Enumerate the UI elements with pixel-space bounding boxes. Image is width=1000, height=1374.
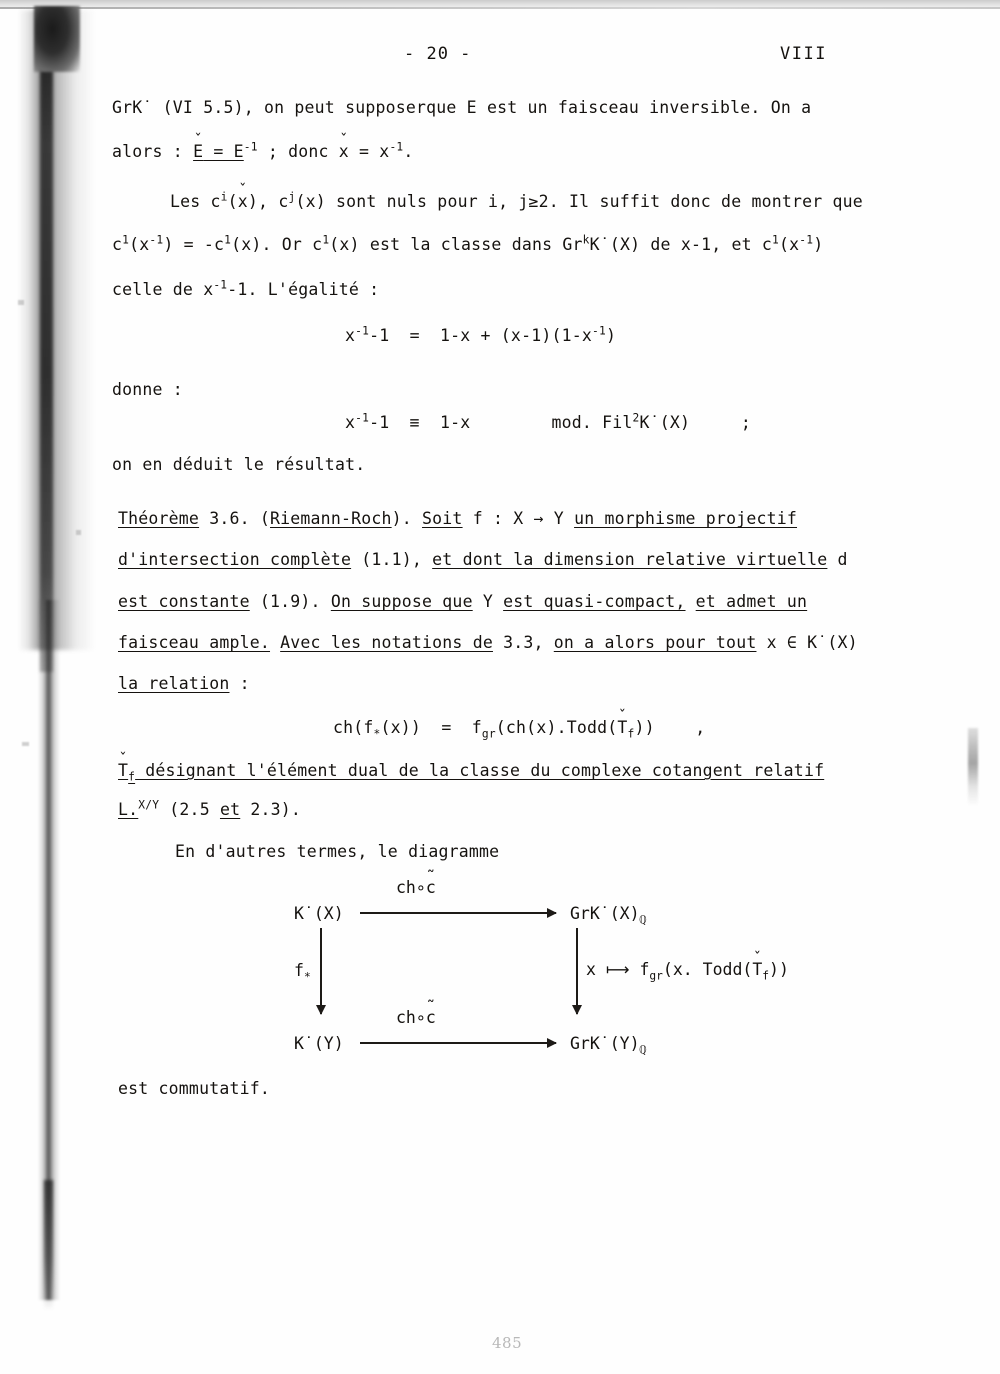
body-line-2: alors : ˇ $E = E^{-1}$ ; donc ˇ $x = x^{-1}$.: [112, 143, 414, 161]
body-line-deduit: on en déduit le résultat.: [112, 455, 366, 474]
theorem-line-5: la relation :: [118, 674, 250, 693]
bottom-arrow-label: ch∘˜ c: [396, 1008, 436, 1027]
scan-speck: [76, 530, 81, 535]
right-vertical-arrow: [576, 928, 578, 1014]
theorem-line-2: d'intersection complète (1.1), et dont la dimension relative virtuelle d: [118, 550, 848, 569]
body-line-5: celle de $x^{-1}-1$. L'égalité :: [112, 278, 380, 299]
diagram-node-bottom-left: K˙(Y): [294, 1034, 344, 1053]
page-number-header: - 20 -: [404, 44, 472, 64]
left-arrow-label: $f_*$: [294, 961, 311, 984]
commutative-diagram: [270, 868, 789, 1063]
body-line-donne: donne :: [112, 380, 183, 399]
formula-reference-line: L.$^{X/Y}$ (2.5 et 2.3).: [118, 798, 302, 819]
diagram-node-bottom-right: $GrK˙(Y)_ℚ$: [570, 1034, 647, 1057]
top-horizontal-arrow: [360, 912, 556, 914]
scan-gutter-core: [40, 12, 53, 672]
folio-number: 485: [492, 1334, 523, 1352]
right-arrow-label: x ⟼ $f_{gr}(x$. Todd(ˇ $T_f$)): [586, 960, 789, 979]
theorem-line-3: est constante (1.9). On suppose que Y est quasi-compact, et admet un: [118, 592, 808, 611]
left-vertical-arrow: [320, 928, 322, 1014]
scan-gutter-shadow: [18, 10, 96, 650]
closing-text: est commutatif.: [118, 1079, 271, 1098]
diagram-node-top-left: K˙(X): [294, 904, 344, 923]
scan-speck: [18, 300, 24, 305]
top-arrow-label: ch∘˜ c: [396, 878, 436, 897]
body-line-3: Les $c^i(ˇ$ x), $c^j(x)$ sont nuls pour i, j≥2. Il suffit donc de montrer que: [170, 193, 863, 211]
formula-explanation-line: ˇ $T_f$ désignant l'élément dual de la classe du complexe cotangent relatif: [118, 762, 824, 780]
bottom-horizontal-arrow: [360, 1042, 556, 1044]
diagram-node-top-right: $GrK˙(X)_ℚ$: [570, 904, 647, 927]
theorem-line-4: faisceau ample. Avec les notations de 3.3, on a alors pour tout x ∈ K˙(X): [118, 633, 858, 652]
diagram-intro-text: En d'autres termes, le diagramme: [175, 842, 500, 861]
scan-corner-blob: [34, 6, 80, 72]
riemann-roch-formula: $ch(f_*(x))$ = $f_{gr}(ch(x).Todd(ˇ$ $T_f$)) ,: [333, 719, 705, 737]
theorem-line-1: Théorème 3.6. (Riemann-Roch). Soit f : X → Y un morphisme projectif: [118, 509, 798, 528]
scan-smudge-right: [968, 728, 978, 806]
display-equation-2: $x^{-1}-1 \equiv 1-x$ mod. Fil$^2$K˙(X) ;: [345, 411, 751, 432]
chapter-number: VIII: [780, 44, 827, 64]
scan-speck: [22, 742, 29, 746]
body-line-1: GrK˙ (VI 5.5), on peut supposerque E est un faisceau inversible. On a: [112, 98, 812, 117]
scan-gutter-tail: [44, 1180, 53, 1310]
display-equation-1: $x^{-1}-1 = 1-x + (x-1)(1-x^{-1})$: [345, 324, 617, 345]
scan-top-hairline: [0, 7, 1000, 9]
body-line-4: $c^1(x^{-1}) = -c^1(x)$. Or $c^1(x)$ est la classe dans Gr$^k$K˙(X) de x-1, et $c^1(x^{-1})$: [112, 233, 824, 254]
